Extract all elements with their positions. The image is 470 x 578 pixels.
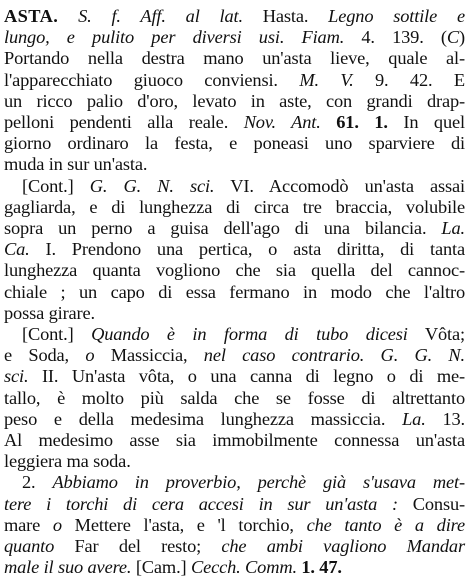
text-line [4, 47, 465, 69]
text-segment: un ricco palio d'oro, levato in aste, con grandi drap- [4, 90, 465, 111]
text-segment: pelloni pendenti alla reale. [4, 112, 244, 132]
text-line [4, 514, 465, 536]
text-segment: 2. [22, 472, 53, 493]
italic-text: Nov. Ant. [243, 112, 321, 132]
text-line [4, 302, 95, 324]
italic-text: che ambi vagliono Mandar [221, 536, 465, 556]
italic-text: nel caso contrario. G. G. N. [203, 345, 466, 366]
italic-text: La. [441, 218, 465, 238]
text-segment [58, 6, 78, 26]
text-line [4, 408, 465, 430]
text-segment: II. Un'asta vôta, o una canna di legno o di me- [28, 366, 465, 387]
italic-text: male il suo avere. [4, 557, 132, 578]
text-segment: Massiccia, [94, 345, 204, 366]
text-line [4, 153, 147, 175]
text-line [22, 323, 465, 345]
italic-text: La. [402, 408, 426, 429]
text-segment: mare [4, 514, 53, 535]
text-segment: gagliarda, e di lunghezza di circa tre braccia, volubile [4, 196, 465, 217]
text-segment: 13. [425, 408, 465, 429]
text-line [4, 196, 465, 218]
text-segment: Vôta; [407, 324, 465, 344]
text-segment: 9. 42. E [353, 69, 465, 90]
text-segment: 61. 1. [320, 112, 388, 132]
text-segment: 4. 139. ( [344, 27, 447, 48]
text-line [4, 281, 465, 303]
italic-text: lungo, e pulito per diversi usi. Fiam. [4, 27, 345, 48]
text-line [4, 69, 465, 91]
italic-text: M. V. [299, 69, 354, 90]
text-line [22, 175, 465, 197]
text-segment: lunghezza quanta vogliono che sia quella del cannoc- [4, 260, 465, 281]
headword: ASTA. [4, 6, 59, 26]
italic-text: Ca. [4, 239, 30, 260]
text-segment: Al medesimo asse sia immobilmente connessa un'asta [4, 430, 465, 450]
italic-text: che tanto è a dire [306, 514, 465, 535]
text-segment: Hasta. [242, 6, 329, 26]
text-segment: [Cam.] [131, 557, 191, 578]
text-line [4, 26, 465, 48]
italic-text: o [52, 514, 62, 535]
text-segment: [Cont.] [22, 175, 90, 196]
text-line [4, 259, 465, 281]
italic-text: o [85, 345, 95, 366]
text-line [4, 387, 465, 409]
text-segment: 1. 47. [296, 557, 342, 578]
italic-text: Legno sottile e [328, 6, 465, 26]
text-segment: muda in sur un'asta. [4, 154, 148, 175]
text-segment: peso e della medesima lunghezza massiccia. [4, 408, 403, 429]
text-line [4, 493, 465, 515]
text-segment: e Soda, [4, 345, 86, 366]
text-line [4, 556, 342, 578]
text-segment: leggiera ma soda. [4, 451, 131, 472]
text-segment: VI. Accomodò un'asta assai [214, 175, 465, 196]
text-segment: [Cont.] [22, 324, 92, 344]
text-line [4, 429, 465, 451]
text-line [4, 344, 465, 366]
italic-text: quanto [4, 536, 55, 556]
italic-text: tere i torchi di cera accesi in sur un'asta : [4, 493, 398, 514]
italic-text: S. f. Aff. al lat. [78, 6, 243, 26]
text-segment: sopra un perno a guisa dell'ago di una bilancia. [4, 218, 442, 238]
text-line [4, 132, 465, 154]
text-segment: Consu- [397, 493, 465, 514]
text-line [4, 238, 465, 260]
italic-text: C [446, 27, 460, 48]
text-segment: Portando nella destra mano un'asta lieve, quale al- [4, 48, 465, 69]
text-line [4, 535, 465, 557]
text-segment: tallo, è molto più salda che se fosse di altrettanto [4, 387, 465, 408]
text-line [4, 90, 465, 112]
text-line [4, 217, 465, 239]
text-segment: I. Prendono una pertica, o asta diritta, di tanta [29, 239, 465, 260]
text-segment: Mettere l'asta, e 'l torchio, [61, 514, 307, 535]
text-segment: giorno ordinaro la festa, e poneasi uno sparviere di [4, 133, 465, 154]
text-line [4, 365, 465, 387]
text-segment: Far del resto; [54, 536, 222, 556]
italic-text: G. G. N. sci. [89, 175, 215, 196]
text-segment: chiale ; un capo di essa fermano in modo che l'altro [4, 281, 465, 302]
italic-text: Cecch. Comm. [190, 557, 297, 578]
text-line [4, 111, 465, 133]
text-segment: In quel [387, 112, 465, 132]
text-line [22, 471, 465, 493]
text-line [4, 450, 131, 472]
italic-text: Quando è in forma di tubo dicesi [91, 324, 408, 344]
italic-text: sci. [4, 366, 29, 387]
text-segment: ) [459, 27, 465, 48]
text-line [4, 5, 465, 27]
italic-text: Abbiamo in proverbio, perchè già s'usava met- [52, 472, 465, 493]
text-segment: possa girare. [4, 302, 95, 323]
text-segment: l'apparecchiato giuoco conviensi. [4, 69, 300, 90]
